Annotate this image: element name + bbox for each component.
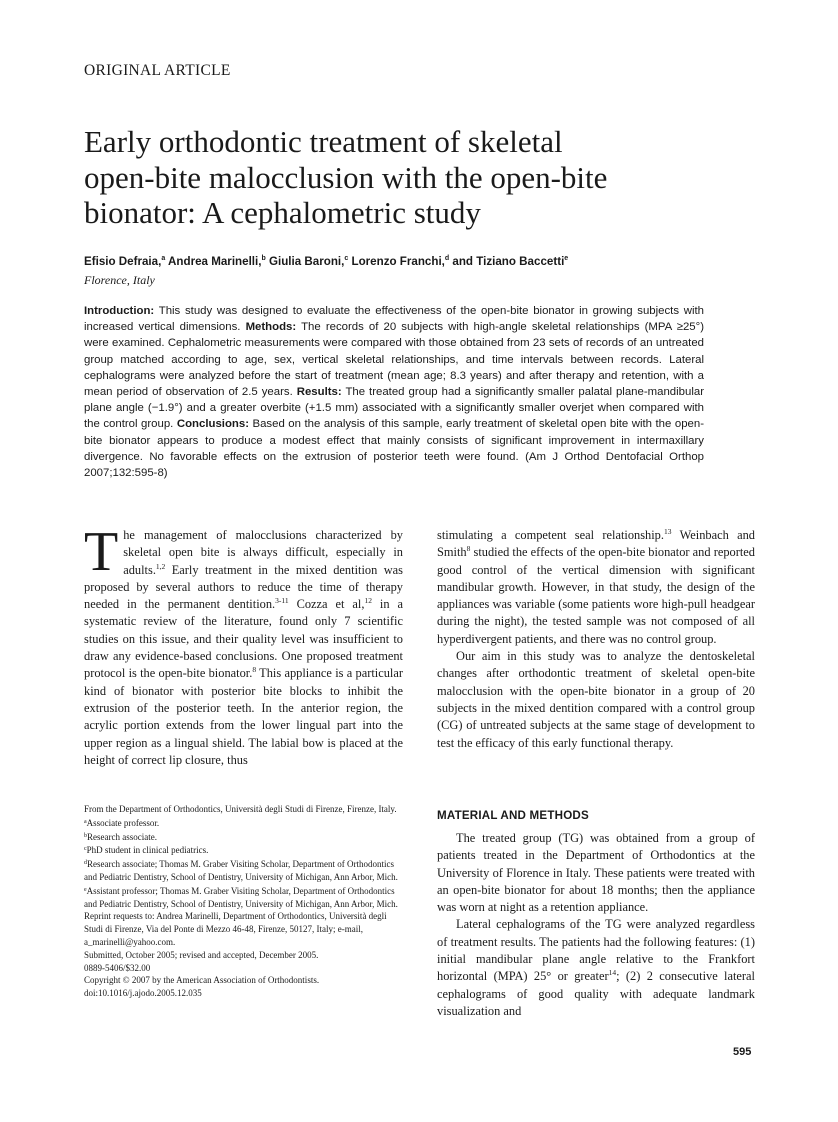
author-mark: c [344, 255, 349, 262]
abstract-conclusions-label: Conclusions: [176, 418, 249, 431]
body-text: in a systematic review of the literature, found only 7 scientific studies on this issue, and their quality level was insufficient to draw any evidence-based conclusions. One proposed treatment protocol is the open-bite bionator. [84, 597, 403, 681]
footnote-text: Assistant professor; Thomas M. Graber Visiting Scholar, Department of Orthodontics and Pediatric Dentistry, School of Dentistry, University of Michigan, Ann Arbor, Mich. [84, 885, 398, 909]
footnote-text: Associate professor. [86, 817, 160, 828]
footnote-text: PhD student in clinical pediatrics. [86, 845, 209, 856]
body-text: Lateral cephalograms of the TG were analyzed regardless of treatment results. The patients had the following features: (1) initial mandibular plane angle relative to the Frankfort horizontal (MPA) 25° or greater [437, 917, 755, 984]
footnote-issn: 0889-5406/$32.00 [84, 962, 151, 973]
author-list [84, 255, 568, 268]
body-text: ; (2) 2 consecutive lateral cephalograms of good quality with adequate landmark visualization and [437, 969, 756, 1018]
author-name: and Tiziano Baccetti [452, 255, 565, 268]
abstract-methods-label: Methods: [245, 321, 297, 334]
methods-body [437, 830, 755, 1020]
footnote-submitted: Submitted, October 2005; revised and accepted, December 2005. [84, 949, 319, 960]
footnote-c: $^c$PhD student in clinical pediatrics. [84, 845, 209, 856]
footnotes [84, 803, 403, 1000]
citation[interactable]: 12 [364, 596, 372, 606]
author-mark: e [564, 255, 569, 262]
abstract [84, 303, 704, 481]
body-text: This appliance is a particular kind of bionator with posterior bite blocks to inhibit the extrusion of the posterior teeth. In the anterior region, the acrylic portion extends from the lower lingual part into the upper region as a lingual shield. The labial bow is placed at the height of correct lip closure, thus [84, 666, 403, 767]
body-text: Early treatment in the mixed dentition was proposed by several authors to reduce the time of therapy needed in the permanent dentition. [84, 562, 403, 612]
intro-paragraph [84, 521, 403, 769]
footnote-doi[interactable]: doi:10.1016/j.ajodo.2005.12.035 [84, 988, 202, 999]
title-line: Early orthodontic treatment of skeletal [84, 124, 563, 159]
citation[interactable]: 13 [663, 527, 672, 536]
citation[interactable]: 1,2 [155, 561, 166, 571]
title-line: open-bite malocclusion with the open-bite [84, 159, 608, 195]
page-number: 595 [733, 1046, 752, 1058]
footnote-b: $^b$Research associate. [84, 831, 157, 842]
body-text: he management of malocclusions characterized by skeletal open bite is always difficult, especially in adults. [123, 528, 403, 577]
affiliation: Florence, Italy [84, 273, 155, 287]
author-mark: b [261, 255, 266, 262]
citation[interactable]: 3-11 [275, 596, 289, 606]
footnote-reprint: Reprint requests to: Andrea Marinelli, Department of Orthodontics, Università degli Studi di Firenze, Via del Ponte di Mezzo 46-48, Firenze, 50127, Italy; e-mail, a_marinelli@yahoo.com. [84, 911, 387, 947]
footnote-d: $^d$Research associate; Thomas M. Graber Visiting Scholar, Department of Orthodontics and Pediatric Dentistry, School of Dentistry, University of Michigan, Ann Arbor, Mich. [84, 859, 398, 882]
author-mark: d [444, 255, 450, 262]
citation[interactable]: 14 [608, 968, 617, 978]
author-mark: a [161, 255, 166, 262]
author-name: Lorenzo Franchi, [351, 255, 445, 268]
author-name: Efisio Defraia, [84, 255, 162, 268]
article-title [84, 124, 764, 231]
abstract-results-text: The treated group had a significantly smaller palatal plane-mandibular plane angle (−1.9°) and a greater overbite (+1.5 mm) associated with a significantly smaller overjet when compared with the control group. [84, 386, 704, 431]
abstract-methods-text: The records of 20 subjects with high-angle skeletal relationships (MPA ≥25°) were examined. Cephalometric measurements were compared with those obtained from 23 sets of records of an untreated group matched according to age, sex, vertical skeletal relationships, and time intervals between records. Lateral cephalograms were analyzed before the start of treatment (mean age; 8.3 years) and after therapy and retention, with a mean period of observation of 2.5 years. [84, 321, 704, 399]
drop-cap: T [84, 521, 119, 583]
abstract-intro-text: This study was designed to evaluate the effectiveness of the open-bite bionator in growing subjects with increased vertical dimensions. [84, 305, 704, 334]
section-heading: MATERIAL AND METHODS [437, 809, 589, 822]
body-paragraph [437, 527, 755, 648]
footnote-text: Research associate; Thomas M. Graber Visiting Scholar, Department of Orthodontics and Pediatric Dentistry, School of Dentistry, University of Michigan, Ann Arbor, Mich. [84, 859, 398, 882]
abstract-conclusions-text: Based on the analysis of this sample, early treatment of skeletal open bite with the open-bite bionator appears to produce a modest effect that mainly consists of significant improvement in intermaxillary divergence. No favorable effects on the extrusion of posterior teeth were found. (Am J Orthod Dentofacial Orthop 2007;132:595-8) [84, 418, 704, 480]
author-name: Giulia Baroni, [268, 255, 345, 268]
abstract-results-label: Results: [296, 386, 342, 399]
footnote-from: From the Department of Orthodontics, Università degli Studi di Firenze, Firenze, Italy. [84, 804, 397, 814]
body-paragraph [437, 916, 755, 1020]
body-text: Cozza et al, [288, 597, 365, 612]
footnote-text: Research associate. [87, 831, 157, 842]
citation[interactable]: 8 [466, 544, 471, 554]
section-label: ORIGINAL ARTICLE [84, 62, 231, 79]
body-paragraph: The treated group (TG) was obtained from a group of patients treated in the Department of Orthodontics at the University of Florence in Italy. These patients were treated with an open-bite bionator for about 18 months; then the appliance was worn at night as a retention appliance. [437, 831, 755, 915]
title-line: bionator: A cephalometric study [84, 195, 481, 230]
author-name: Andrea Marinelli, [168, 255, 262, 268]
abstract-intro-label: Introduction: [84, 305, 155, 317]
footnote-copyright: Copyright © 2007 by the American Association of Orthodontists. [84, 975, 320, 986]
footnote-e: $^e$Assistant professor; Thomas M. Graber Visiting Scholar, Department of Orthodontics and Pediatric Dentistry, School of Dentistry, University of Michigan, Ann Arbor, Mich. [84, 885, 398, 909]
left-column [84, 521, 403, 769]
footnote-a: $^a$Associate professor. [84, 817, 160, 828]
body-text: Weinbach and Smith [437, 528, 756, 560]
body-text: studied the effects of the open-bite bionator and reported good control of the vertical dimension with significant mandibular growth. However, in that study, the design of the appliances was variable (some patients wore high-pull headgear during the night), the tested sample was not composed of all hyperdivergent patients, and there was no control group. [437, 545, 755, 646]
body-paragraph: Our aim in this study was to analyze the dentoskeletal changes after orthodontic treatment of skeletal open-bite malocclusion with the open-bite bionator in a group of 20 subjects in the mixed dentition compared with a control group (CG) of untreated subjects at the same stage of development to test the efficacy of this early functional therapy. [437, 649, 755, 750]
citation[interactable]: 8 [252, 665, 257, 675]
body-text: stimulating a competent seal relationship. [437, 528, 664, 542]
right-column [437, 527, 755, 752]
